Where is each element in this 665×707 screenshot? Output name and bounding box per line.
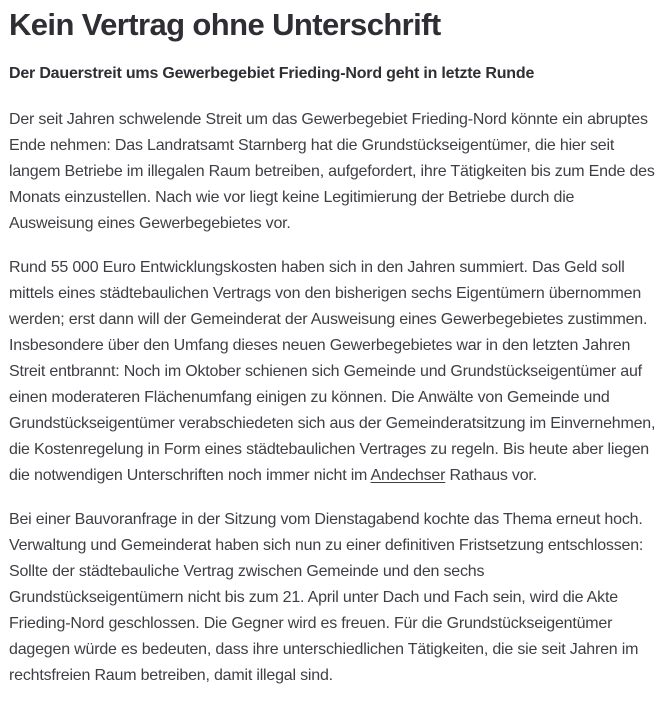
article-paragraph-3: Bei einer Bauvoranfrage in der Sitzung vom Dienstagabend kochte das Thema erneut hoch. Verwaltung und Gemeinderat haben sich nun zu einer definitiven Fristsetzung entschlossen: Sollte der städtebauliche Vertrag zwischen Gemeinde und den sechs Grundstückseigentümern nicht bis zum 21. April unter Dach und Fach sein, wird die Akte Frieding-Nord geschlossen. Die Gegner wird es freuen. Für die Grundstückseigentümer dagegen würde es bedeuten, dass ihre unterschiedlichen Tätigkeiten, die sie seit Jahren im rechtsfreien Raum betreiben, damit illegal sind.	[9, 511, 644, 684]
article-paragraph-2	[9, 255, 656, 489]
article-title: Kein Vertrag ohne Unterschrift	[9, 7, 441, 42]
andechser-link[interactable]: Andechser	[370, 467, 446, 484]
paragraph-2-text-before: Rund 55 000 Euro Entwicklungskosten haben sich in den Jahren summiert. Das Geld soll mittels eines städtebaulichen Vertrags von den bisherigen sechs Eigentümern übernommen werden; erst dann will der Gemeinderat der Ausweisung eines Gewerbegebietes zustimmen. Insbesondere über den Umfang dieses neuen Gewerbegebietes war in den letzten Jahren Streit entbrannt: Noch im Oktober schienen sich Gemeinde und Grundstückseigentümer auf einen moderateren Flächenumfang einigen zu können. Die Anwälte von Gemeinde und Grundstückseigentümer verabschiedeten sich aus der Gemeinderatsitzung im Einvernehmen, die Kostenregelung in Form eines städtebaulichen Vertrages zu regeln. Bis heute aber liegen die notwendigen Unterschriften noch immer nicht im	[9, 259, 656, 484]
paragraph-2-text-after: Rathaus vor.	[445, 467, 537, 484]
article-paragraph-1: Der seit Jahren schwelende Streit um das Gewerbegebiet Frieding-Nord könnte ein abruptes Ende nehmen: Das Landratsamt Starnberg hat die Grundstückseigentümer, die hier seit langem Betriebe im illegalen Raum betreiben, aufgefordert, ihre Tätigkeiten bis zum Ende des Monats einzustellen. Nach wie vor liegt keine Legitimierung der Betriebe durch die Ausweisung eines Gewerbegebietes vor.	[9, 111, 655, 232]
article-subtitle: Der Dauerstreit ums Gewerbegebiet Frieding-Nord geht in letzte Runde	[9, 65, 535, 82]
